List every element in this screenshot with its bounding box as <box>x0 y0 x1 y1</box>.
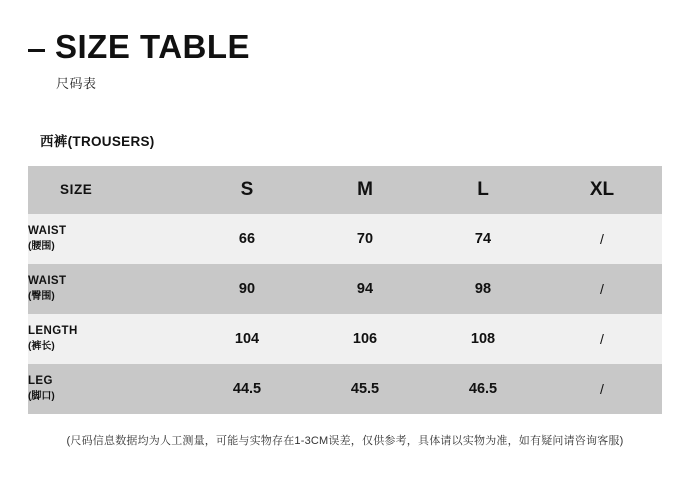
cell-value: 98 <box>474 280 492 297</box>
cell-value: 70 <box>356 230 374 247</box>
row-label-waist-2 <box>28 264 188 314</box>
row-label-waist-1 <box>28 214 188 264</box>
row-label-en: LENGTH <box>28 325 78 338</box>
table-row <box>28 364 662 414</box>
row-label-en: WAIST <box>28 225 67 238</box>
row-label-en: WAIST <box>28 275 67 288</box>
cell-value: / <box>600 380 604 397</box>
header-block <box>28 0 662 92</box>
page-title: SIZE TABLE <box>55 28 251 65</box>
cell-value: / <box>600 330 604 347</box>
row-label-leg <box>28 364 188 414</box>
table-body <box>28 214 662 414</box>
cell-value: / <box>600 230 604 247</box>
row-label-cn: (脚口) <box>28 390 55 402</box>
cell-value: 94 <box>356 280 374 297</box>
column-header-s: S <box>240 178 254 200</box>
size-table <box>28 166 662 414</box>
cell-value: 46.5 <box>468 380 498 397</box>
row-label-cn: (臀围) <box>28 290 55 302</box>
dash-icon <box>28 49 45 52</box>
column-header-size: SIZE <box>60 182 93 198</box>
cell-value: 74 <box>474 230 492 247</box>
table-header <box>28 166 662 214</box>
cell-value: 90 <box>238 280 256 297</box>
cell-value: 108 <box>470 330 496 347</box>
row-label-cn: (裤长) <box>28 340 55 352</box>
table-row <box>28 314 662 364</box>
row-label-cn: (腰围) <box>28 240 55 252</box>
cell-value: 45.5 <box>350 380 380 397</box>
column-header-m: M <box>357 178 373 200</box>
table-header-row <box>28 166 662 214</box>
section-label: 西裤(TROUSERS) <box>40 133 155 149</box>
footnote: (尺码信息数据均为人工测量，可能与实物存在1-3CM误差，仅供参考，具体请以实物为准，如有疑问请咨询客服) <box>66 434 624 447</box>
row-label-en: LEG <box>28 375 53 388</box>
table-row <box>28 214 662 264</box>
cell-value: 104 <box>234 330 260 347</box>
table-row <box>28 264 662 314</box>
column-header-xl: XL <box>589 178 615 200</box>
cell-value: 106 <box>352 330 378 347</box>
cell-value: / <box>600 280 604 297</box>
column-header-l: L <box>477 178 489 200</box>
cell-value: 44.5 <box>232 380 262 397</box>
page-subtitle: 尺码表 <box>56 75 97 91</box>
title-row <box>28 30 662 65</box>
cell-value: 66 <box>238 230 256 247</box>
row-label-length <box>28 314 188 364</box>
